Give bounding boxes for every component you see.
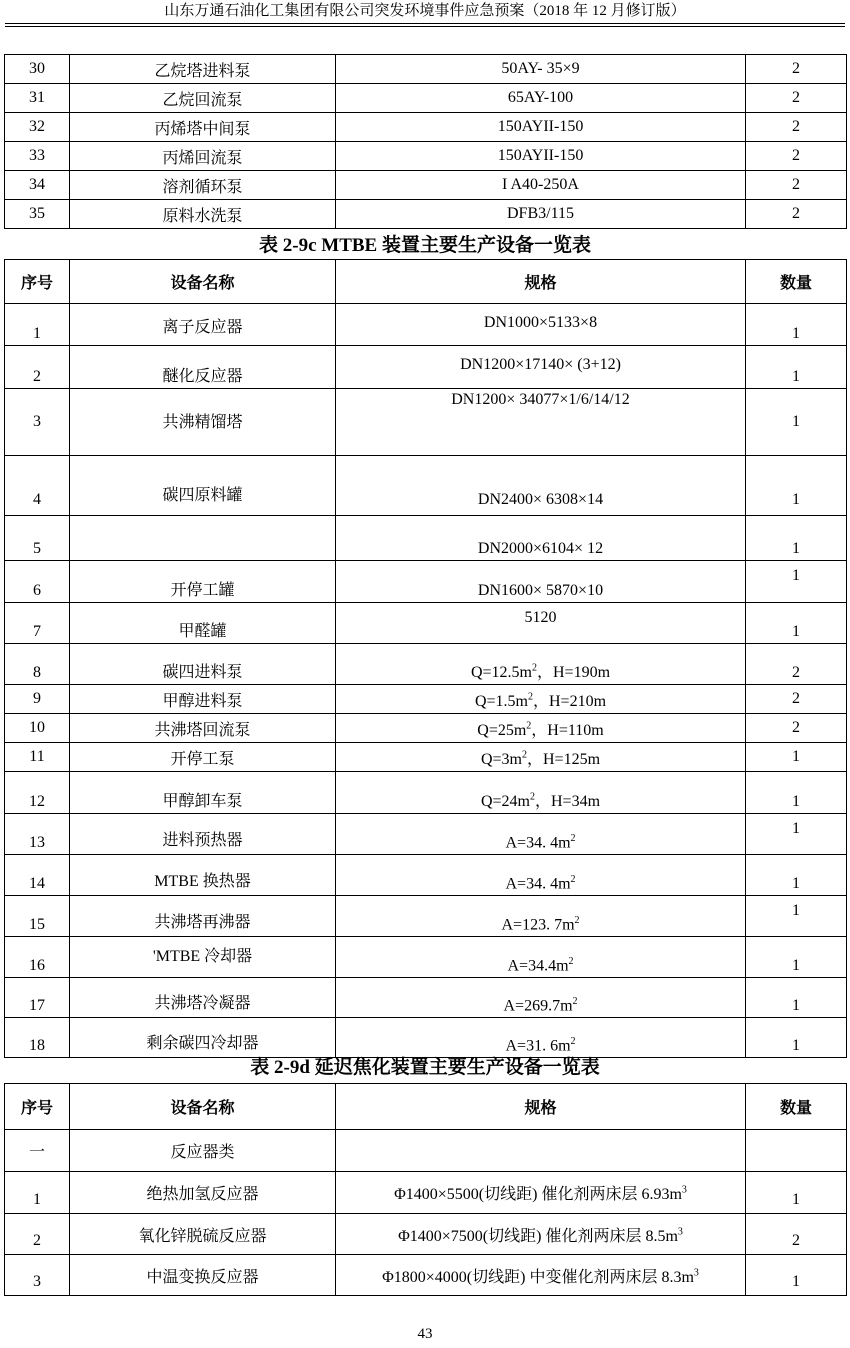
table-row bbox=[5, 55, 847, 84]
equipment-name: 乙烷回流泵 bbox=[70, 84, 336, 113]
row-number: 10 bbox=[5, 714, 70, 743]
equipment-qty: 2 bbox=[746, 84, 847, 113]
table-row bbox=[5, 561, 847, 603]
row-number: 3 bbox=[5, 389, 70, 456]
table-row bbox=[5, 516, 847, 561]
equipment-qty: 1 bbox=[746, 896, 847, 937]
equipment-spec: A=123. $7m^2$ bbox=[336, 896, 746, 937]
equipment-spec: DN2400× 6308×14 bbox=[336, 456, 746, 516]
table-row bbox=[5, 814, 847, 855]
equipment-qty: 1 bbox=[746, 346, 847, 389]
row-number: 9 bbox=[5, 685, 70, 714]
row-number: 1 bbox=[5, 304, 70, 346]
equipment-spec: 150AYII-150 bbox=[336, 113, 746, 142]
equipment-qty: 1 bbox=[746, 516, 847, 561]
header-qty: 数量 bbox=[746, 260, 847, 304]
equipment-name: 中温变换反应器 bbox=[70, 1255, 336, 1296]
equipment-spec: $A=34.4m^2$ bbox=[336, 937, 746, 978]
equipment-name: 剩余碳四冷却器 bbox=[70, 1018, 336, 1058]
equipment-spec: $Q=25m^2$，H=110m bbox=[336, 714, 746, 743]
equipment-spec: DN1000×5133×8 bbox=[336, 304, 746, 346]
table-row bbox=[5, 855, 847, 896]
equipment-qty: 2 bbox=[746, 142, 847, 171]
running-header: 山东万通石油化工集团有限公司突发环境事件应急预案（2018 年 12 月修订版） bbox=[164, 3, 686, 19]
page-number: 43 bbox=[417, 1326, 433, 1342]
row-number: 15 bbox=[5, 896, 70, 937]
equipment-spec: 150AYII-150 bbox=[336, 142, 746, 171]
equipment-name: 溶剂循环泵 bbox=[70, 171, 336, 200]
table-row bbox=[5, 1172, 847, 1214]
equipment-spec: $Q=24m^2$，H=34m bbox=[336, 772, 746, 814]
table-header-row bbox=[5, 260, 847, 304]
equipment-name: 绝热加氢反应器 bbox=[70, 1172, 336, 1214]
equipment-spec: DN2000×6104× 12 bbox=[336, 516, 746, 561]
row-number: 13 bbox=[5, 814, 70, 855]
row-number: 2 bbox=[5, 346, 70, 389]
header-no: 序号 bbox=[5, 260, 70, 304]
row-number: 32 bbox=[5, 113, 70, 142]
equipment-qty: 1 bbox=[746, 937, 847, 978]
equipment-qty: 2 bbox=[746, 1214, 847, 1255]
table-row bbox=[5, 743, 847, 772]
equipment-name: 开停工泵 bbox=[70, 743, 336, 772]
row-number: 11 bbox=[5, 743, 70, 772]
row-number: 12 bbox=[5, 772, 70, 814]
table-row bbox=[5, 772, 847, 814]
row-number: 17 bbox=[5, 978, 70, 1018]
table-row bbox=[5, 456, 847, 516]
equipment-qty: 2 bbox=[746, 644, 847, 685]
equipment-qty: 1 bbox=[746, 1255, 847, 1296]
equipment-spec: $Q=3m^2$，H=125m bbox=[336, 743, 746, 772]
coking-equipment-table bbox=[4, 1083, 847, 1296]
row-number: 16 bbox=[5, 937, 70, 978]
equipment-spec: A=34. $4m^2$ bbox=[336, 814, 746, 855]
equipment-qty: 1 bbox=[746, 978, 847, 1018]
row-number: 一 bbox=[5, 1130, 70, 1172]
equipment-table-continued bbox=[4, 54, 847, 229]
equipment-name: 碳四进料泵 bbox=[70, 644, 336, 685]
table-row bbox=[5, 1214, 847, 1255]
equipment-spec: DN1200× 34077×1/6/14/12 bbox=[336, 389, 746, 456]
equipment-spec: Φ1400×5500(切线距) 催化剂两床层 $6.93m^3$ bbox=[336, 1172, 746, 1214]
header-rule bbox=[5, 26, 845, 27]
equipment-qty: 1 bbox=[746, 1018, 847, 1058]
equipment-name: 原料水洗泵 bbox=[70, 200, 336, 229]
equipment-qty: 1 bbox=[746, 1172, 847, 1214]
equipment-name: 开停工罐 bbox=[70, 561, 336, 603]
table-row bbox=[5, 200, 847, 229]
equipment-name: 反应器类 bbox=[70, 1130, 336, 1172]
equipment-name: 甲醛罐 bbox=[70, 603, 336, 644]
equipment-spec: I A40-250A bbox=[336, 171, 746, 200]
row-number: 33 bbox=[5, 142, 70, 171]
equipment-qty: 2 bbox=[746, 200, 847, 229]
equipment-spec: $Q=12.5m^2$，H=190m bbox=[336, 644, 746, 685]
table-header-row bbox=[5, 1084, 847, 1130]
equipment-spec: Φ1400×7500(切线距) 催化剂两床层 $8.5m^3$ bbox=[336, 1214, 746, 1255]
table-row bbox=[5, 346, 847, 389]
table-row bbox=[5, 1018, 847, 1058]
equipment-spec: DN1200×17140× (3+12) bbox=[336, 346, 746, 389]
table-row bbox=[5, 714, 847, 743]
equipment-spec bbox=[336, 1130, 746, 1172]
row-number: 7 bbox=[5, 603, 70, 644]
header-rule bbox=[5, 23, 845, 24]
equipment-name: 共沸塔回流泵 bbox=[70, 714, 336, 743]
equipment-spec: $A=269.7m^2$ bbox=[336, 978, 746, 1018]
table-row bbox=[5, 937, 847, 978]
row-number: 18 bbox=[5, 1018, 70, 1058]
equipment-spec: 65AY-100 bbox=[336, 84, 746, 113]
equipment-spec: Φ1800×4000(切线距) 中变催化剂两床层 $8.3m^3$ bbox=[336, 1255, 746, 1296]
equipment-name: 乙烷塔进料泵 bbox=[70, 55, 336, 84]
row-number: 14 bbox=[5, 855, 70, 896]
equipment-qty: 2 bbox=[746, 714, 847, 743]
equipment-spec: DN1600× 5870×10 bbox=[336, 561, 746, 603]
header-name: 设备名称 bbox=[70, 1084, 336, 1130]
table-row bbox=[5, 113, 847, 142]
equipment-qty: 2 bbox=[746, 113, 847, 142]
row-number: 31 bbox=[5, 84, 70, 113]
equipment-qty: 1 bbox=[746, 389, 847, 456]
row-number: 1 bbox=[5, 1172, 70, 1214]
table-title-coking: 表 2-9d 延迟焦化装置主要生产设备一览表 bbox=[250, 1057, 600, 1078]
table-row bbox=[5, 896, 847, 937]
equipment-spec: A=34. $4m^2$ bbox=[336, 855, 746, 896]
table-title-mtbe: 表 2-9c MTBE 装置主要生产设备一览表 bbox=[259, 235, 591, 256]
table-row bbox=[5, 1130, 847, 1172]
equipment-qty: 1 bbox=[746, 456, 847, 516]
equipment-qty: 1 bbox=[746, 561, 847, 603]
equipment-name: 离子反应器 bbox=[70, 304, 336, 346]
row-number: 34 bbox=[5, 171, 70, 200]
equipment-qty: 2 bbox=[746, 685, 847, 714]
table-row bbox=[5, 142, 847, 171]
equipment-spec: A=31. $6m^2$ bbox=[336, 1018, 746, 1058]
table-row bbox=[5, 389, 847, 456]
row-number: 35 bbox=[5, 200, 70, 229]
table-row bbox=[5, 1255, 847, 1296]
equipment-name: 共沸塔冷凝器 bbox=[70, 978, 336, 1018]
header-name: 设备名称 bbox=[70, 260, 336, 304]
equipment-name: 甲醇卸车泵 bbox=[70, 772, 336, 814]
equipment-qty: 1 bbox=[746, 855, 847, 896]
equipment-spec: 50AY- 35×9 bbox=[336, 55, 746, 84]
header-spec: 规格 bbox=[336, 1084, 746, 1130]
equipment-spec: 5120 bbox=[336, 603, 746, 644]
row-number: 8 bbox=[5, 644, 70, 685]
mtbe-equipment-table bbox=[4, 259, 847, 1058]
equipment-qty: 1 bbox=[746, 603, 847, 644]
table-row bbox=[5, 685, 847, 714]
table-row bbox=[5, 644, 847, 685]
row-number: 5 bbox=[5, 516, 70, 561]
equipment-name: 氧化锌脱硫反应器 bbox=[70, 1214, 336, 1255]
equipment-name: 碳四原料罐 bbox=[70, 456, 336, 516]
row-number: 4 bbox=[5, 456, 70, 516]
equipment-qty: 2 bbox=[746, 171, 847, 200]
equipment-spec: $Q=1.5m^2$，H=210m bbox=[336, 685, 746, 714]
row-number: 2 bbox=[5, 1214, 70, 1255]
equipment-qty: 1 bbox=[746, 772, 847, 814]
equipment-name: MTBE 换热器 bbox=[70, 855, 336, 896]
table-row bbox=[5, 304, 847, 346]
equipment-name: 甲醇进料泵 bbox=[70, 685, 336, 714]
table-row bbox=[5, 978, 847, 1018]
table-row bbox=[5, 84, 847, 113]
header-no: 序号 bbox=[5, 1084, 70, 1130]
equipment-qty: 2 bbox=[746, 55, 847, 84]
equipment-name: 共沸塔再沸器 bbox=[70, 896, 336, 937]
table-row bbox=[5, 171, 847, 200]
row-number: 3 bbox=[5, 1255, 70, 1296]
row-number: 30 bbox=[5, 55, 70, 84]
table-row bbox=[5, 603, 847, 644]
equipment-name: 进料预热器 bbox=[70, 814, 336, 855]
header-qty: 数量 bbox=[746, 1084, 847, 1130]
equipment-name: 醚化反应器 bbox=[70, 346, 336, 389]
equipment-qty: 1 bbox=[746, 304, 847, 346]
equipment-name: 共沸精馏塔 bbox=[70, 389, 336, 456]
equipment-qty: 1 bbox=[746, 743, 847, 772]
header-spec: 规格 bbox=[336, 260, 746, 304]
equipment-name: 'MTBE 冷却器 bbox=[70, 937, 336, 978]
equipment-qty: 1 bbox=[746, 814, 847, 855]
equipment-name: 丙烯塔中间泵 bbox=[70, 113, 336, 142]
equipment-name bbox=[70, 516, 336, 561]
equipment-qty bbox=[746, 1130, 847, 1172]
equipment-name: 丙烯回流泵 bbox=[70, 142, 336, 171]
equipment-spec: DFB3/115 bbox=[336, 200, 746, 229]
row-number: 6 bbox=[5, 561, 70, 603]
